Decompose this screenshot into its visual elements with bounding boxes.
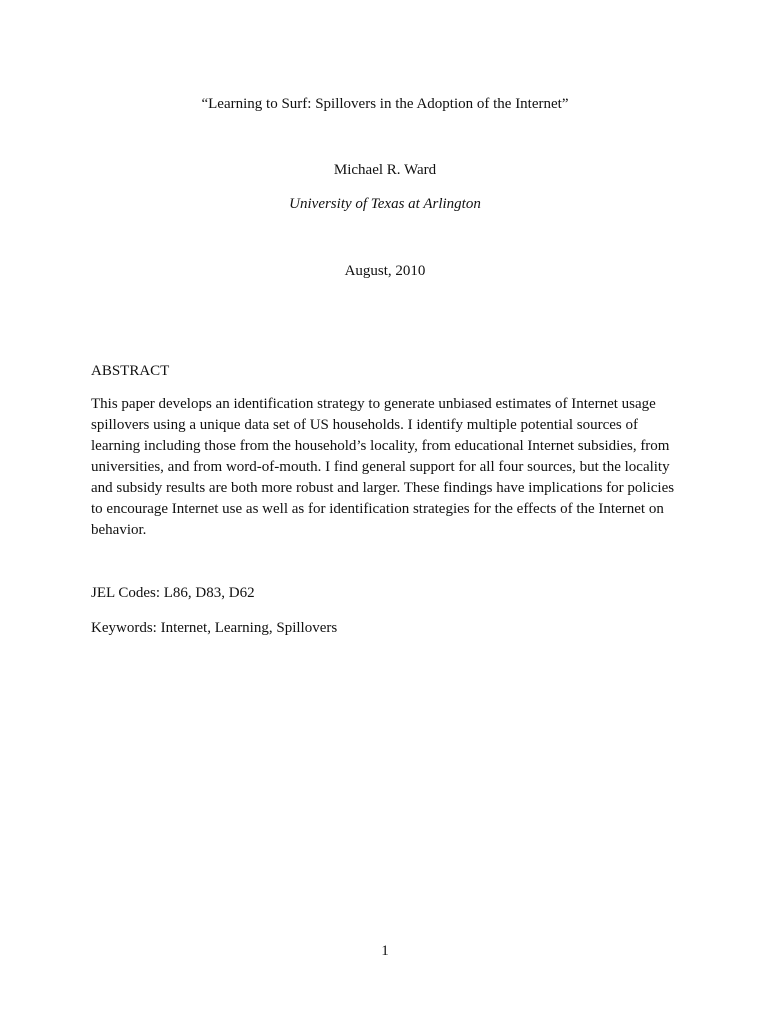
abstract-line: behavior. [91,522,147,538]
paper-date: August, 2010 [344,263,426,279]
keywords: Keywords: Internet, Learning, Spillovers [91,620,338,636]
paper-title: “Learning to Surf: Spillovers in the Adoption of the Internet” [201,96,569,112]
author-affiliation: University of Texas at Arlington [289,196,481,212]
abstract-line: and subsidy results are both more robust and larger. These findings have implications for policies [91,480,675,496]
author-name: Michael R. Ward [333,162,437,178]
abstract-line: spillovers using a unique data set of US households. I identify multiple potential sources of [91,417,638,433]
abstract-line: This paper develops an identification strategy to generate unbiased estimates of Internet usage [91,396,656,412]
abstract-heading: ABSTRACT [91,363,170,379]
abstract-line: learning including those from the household’s locality, from educational Internet subsidies, from [91,438,670,454]
abstract-body [91,394,681,541]
page-number: 1 [381,943,389,959]
jel-codes: JEL Codes: L86, D83, D62 [91,585,255,601]
abstract-line: to encourage Internet use as well as for identification strategies for the effects of the Internet on [91,501,664,517]
abstract-line: universities, and from word-of-mouth. I find general support for all four sources, but the locality [91,459,670,475]
